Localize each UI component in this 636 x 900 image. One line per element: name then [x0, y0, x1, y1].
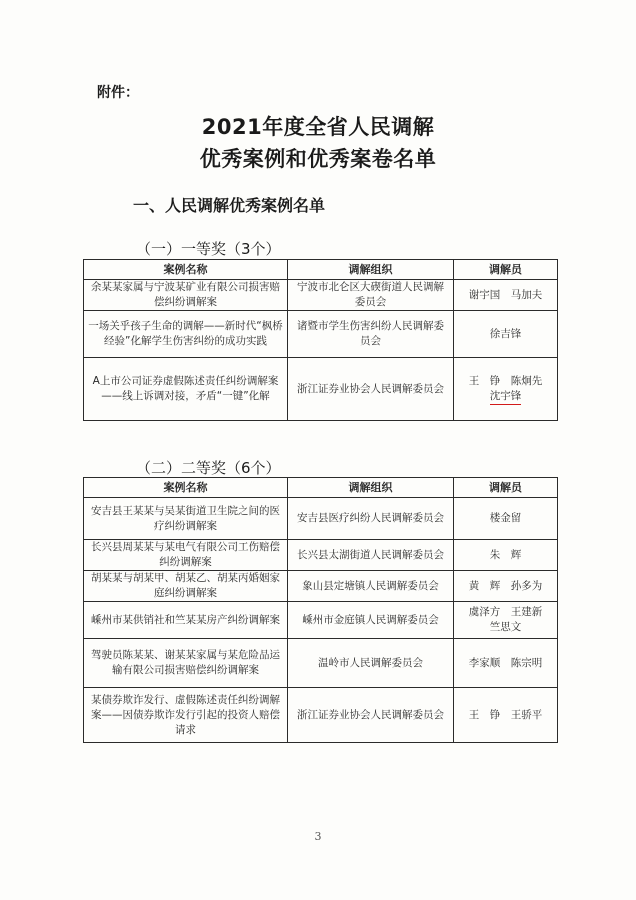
org-cell: 浙江证券业协会人民调解委员会 — [288, 688, 454, 743]
case-name-cell: 余某某家属与宁波某矿业有限公司损害赔偿纠纷调解案 — [84, 280, 288, 311]
page-title-line1: 2021年度全省人民调解 — [201, 115, 435, 139]
second-prize-heading: （二）二等奖（6个） — [136, 459, 281, 477]
section-heading: 一、人民调解优秀案例名单 — [133, 196, 326, 215]
org-cell: 象山县定塘镇人民调解委员会 — [288, 571, 454, 602]
column-header-org: 调解组织 — [288, 260, 454, 280]
first-prize-table — [83, 259, 558, 421]
table-row — [84, 571, 558, 602]
org-cell: 诸暨市学生伤害纠纷人民调解委员会 — [288, 311, 454, 358]
org-cell: 宁波市北仑区大碶街道人民调解委员会 — [288, 280, 454, 311]
case-name-cell: 胡某某与胡某甲、胡某乙、胡某丙婚姻家庭纠纷调解案 — [84, 571, 288, 602]
mediator-cell — [454, 602, 558, 639]
table-row — [84, 280, 558, 311]
table-header-row — [84, 478, 558, 498]
column-header-case: 案例名称 — [84, 478, 288, 498]
mediator-cell: 王 铮 王骄平 — [454, 688, 558, 743]
first-prize-heading: （一）一等奖（3个） — [136, 240, 281, 258]
org-cell: 浙江证券业协会人民调解委员会 — [288, 358, 454, 421]
mediator-names-line1: 虞泽方 王建新 — [468, 606, 543, 618]
case-name-cell: 驾驶员陈某某、谢某某家属与某危险品运输有限公司损害赔偿纠纷调解案 — [84, 639, 288, 688]
table-row — [84, 498, 558, 540]
mediator-cell: 李家顺 陈宗明 — [454, 639, 558, 688]
mediator-cell: 楼金留 — [454, 498, 558, 540]
case-name-cell: 安吉县王某某与吴某街道卫生院之间的医疗纠纷调解案 — [84, 498, 288, 540]
case-name-cell: 某债券欺诈发行、虚假陈述责任纠纷调解案——因债券欺诈发行引起的投资人赔偿请求 — [84, 688, 288, 743]
mediator-names-line2: 竺思文 — [489, 621, 522, 633]
mediator-cell — [454, 358, 558, 421]
case-name-cell: 一场关乎孩子生命的调解——新时代“枫桥经验”化解学生伤害纠纷的成功实践 — [84, 311, 288, 358]
column-header-mediator: 调解员 — [454, 260, 558, 280]
mediator-names-line2: 沈宇锋 — [490, 389, 522, 405]
mediator-names-line1: 王 铮 陈炯先 — [468, 374, 543, 387]
column-header-org: 调解组织 — [288, 478, 454, 498]
case-name-cell: 嵊州市某供销社和竺某某房产纠纷调解案 — [84, 602, 288, 639]
second-prize-table — [83, 477, 558, 743]
page-title-line2: 优秀案例和优秀案卷名单 — [199, 147, 437, 171]
org-cell: 安吉县医疗纠纷人民调解委员会 — [288, 498, 454, 540]
org-cell: 温岭市人民调解委员会 — [288, 639, 454, 688]
mediator-cell: 谢宇国 马加夫 — [454, 280, 558, 311]
org-cell: 嵊州市金庭镇人民调解委员会 — [288, 602, 454, 639]
mediator-cell: 朱 辉 — [454, 540, 558, 571]
mediator-cell: 徐吉锋 — [454, 311, 558, 358]
attachment-label: 附件： — [97, 85, 139, 101]
page-number: 3 — [314, 830, 322, 843]
table-row — [84, 358, 558, 421]
table-row — [84, 639, 558, 688]
case-name-cell: 长兴县周某某与某电气有限公司工伤赔偿纠纷调解案 — [84, 540, 288, 571]
column-header-mediator: 调解员 — [454, 478, 558, 498]
table-row — [84, 540, 558, 571]
table-row — [84, 311, 558, 358]
org-cell: 长兴县太湖街道人民调解委员会 — [288, 540, 454, 571]
case-name-cell: A上市公司证券虚假陈述责任纠纷调解案——线上诉调对接，矛盾“一键”化解 — [84, 358, 288, 421]
table-header-row — [84, 260, 558, 280]
table-row — [84, 602, 558, 639]
mediator-cell: 黄 辉 孙多为 — [454, 571, 558, 602]
column-header-case: 案例名称 — [84, 260, 288, 280]
table-row — [84, 688, 558, 743]
